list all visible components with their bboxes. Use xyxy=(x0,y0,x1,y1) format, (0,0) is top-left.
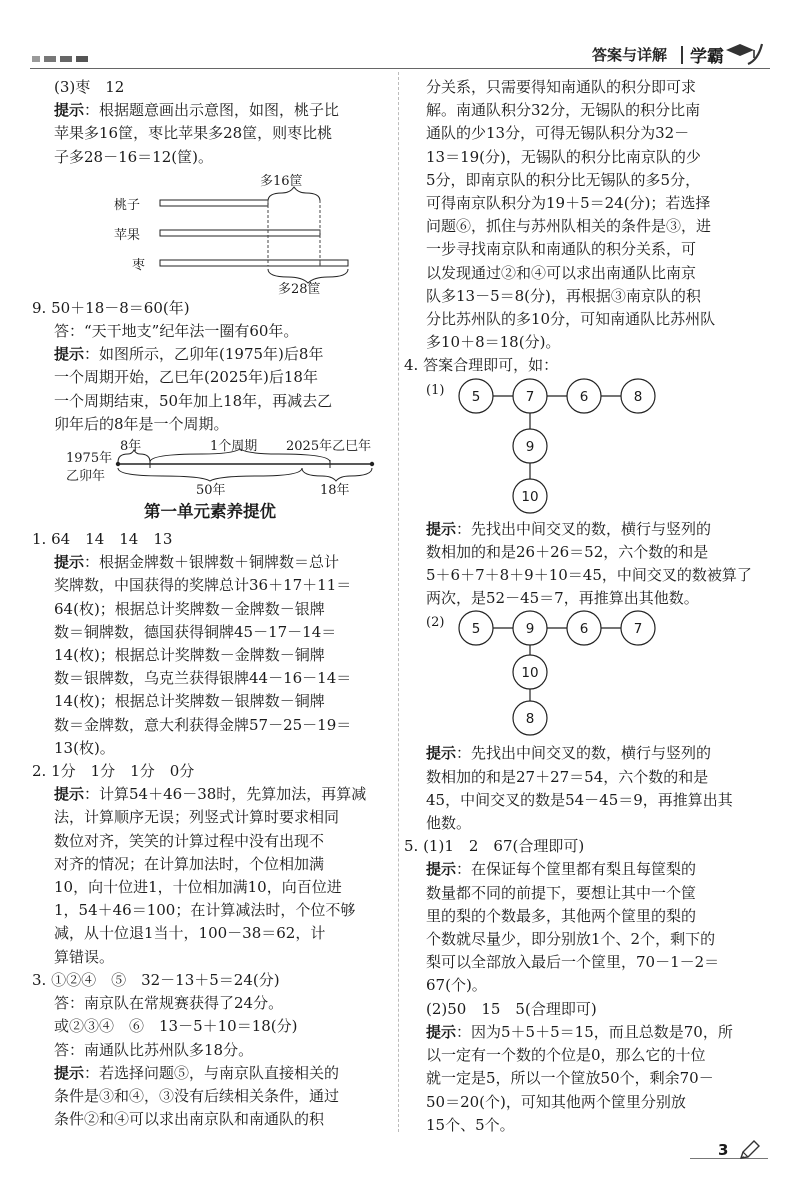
question-9: 9. 50＋18－8＝60(年) xyxy=(32,298,190,317)
section-title: 第一单元素养提优 xyxy=(144,502,276,522)
circle-number: 9 xyxy=(525,621,535,638)
hint-label: 提示 xyxy=(426,1022,457,1041)
hint-line: 就一定是5，所以一个筐放50个，剩余70－ xyxy=(426,1069,714,1088)
hint-3-continued xyxy=(404,76,774,354)
hint-9 xyxy=(32,343,388,436)
circle-number: 5 xyxy=(471,621,481,638)
hint-label: 提示 xyxy=(54,1063,85,1082)
question-5: 5. (1)1 2 67(合理即可) xyxy=(404,837,585,856)
hint-line: ：计算54＋46－38时，先算加法，再算减 xyxy=(84,785,367,804)
hint-line: 可得南京队积分为19＋5＝24(分)；若选择 xyxy=(426,194,711,213)
hint-line: 分比苏州队的多10分，可知南通队比苏州队 xyxy=(426,310,716,329)
hint-line: 一个周期结束，50年加上18年，再减去乙 xyxy=(54,391,333,410)
right-column xyxy=(404,76,774,1137)
hint-line: 卯年后的8年是一个周期。 xyxy=(54,414,229,433)
row-label-peach: 桃子 xyxy=(114,197,141,213)
left-column xyxy=(32,76,388,1131)
hint-line: 对齐的情况；在计算加法时，个位相加满 xyxy=(54,854,325,873)
part-label: (1) xyxy=(426,382,445,398)
hint-line: 以一定有一个数的个位是0，那么它的十位 xyxy=(426,1046,706,1065)
answer-3-alt: 或②③④ ⑥ 13－5＋10＝18(分) xyxy=(54,1017,298,1036)
hint-line: 数量都不同的前提下，要想让其中一个筐 xyxy=(426,883,697,902)
diagram-label-bottom: 多28筐 xyxy=(278,281,321,297)
header-brand: 学霸 xyxy=(690,47,724,67)
hint-label: 提示 xyxy=(426,744,457,763)
hint-line: 14(枚)；根据总计奖牌数－银牌数－铜牌 xyxy=(54,692,325,711)
hint-line: 多10＋8＝18(分)。 xyxy=(426,333,561,352)
hint-line: 他数。 xyxy=(426,814,472,833)
hint-line: 条件是③和④，③没有后续相关条件，通过 xyxy=(54,1086,340,1105)
brace-18 xyxy=(302,468,372,481)
hint-line: 14(枚)；根据总计奖牌数－金牌数－铜牌 xyxy=(54,646,325,665)
hint-label: 提示 xyxy=(426,860,457,879)
circle-number: 7 xyxy=(633,621,643,638)
hint-label: 提示 xyxy=(54,101,85,120)
hint-line: ：根据金牌数＋银牌数＋铜牌数＝总计 xyxy=(84,553,340,572)
hint-line: 个数就尽量少，即分别放1个、2个，剩下的 xyxy=(426,930,716,949)
hint-line: ：如图所示，乙卯年(1975年)后8年 xyxy=(84,345,324,364)
hint-line: 问题⑥，抓住与苏州队相关的条件是③，进 xyxy=(426,217,712,236)
circle-number: 8 xyxy=(633,388,643,405)
brace-50 xyxy=(118,468,302,481)
hint-line: ：根据题意画出示意图，如图，桃子比 xyxy=(84,101,340,120)
circle-number: 6 xyxy=(579,388,589,405)
label-2025: 2025年乙巳年 xyxy=(286,439,372,455)
hint-2 xyxy=(32,783,388,969)
hint-line: 15个、5个。 xyxy=(426,1115,515,1134)
circle-number: 10 xyxy=(521,488,539,505)
circle-number: 8 xyxy=(525,711,535,728)
hint-line: 10，向十位进1，十位相加满10，向百位进 xyxy=(54,878,342,897)
hint-line: ：先找出中间交叉的数，横行与竖列的 xyxy=(456,519,712,538)
hint-line: 奖牌数，中国获得的奖牌总计36＋17＋11＝ xyxy=(54,576,352,595)
label-yimao: 乙卯年 xyxy=(66,469,106,485)
column-separator xyxy=(398,72,399,1132)
hint-line: 一个周期开始，乙巳年(2025年)后18年 xyxy=(54,368,318,387)
hint-line: 数相加的和是26＋26＝52，六个数的和是 xyxy=(426,542,709,561)
hint-line: 13(枚)。 xyxy=(54,738,115,757)
hint-line: 梨可以全部放入最后一个筐里，70－1－2＝ xyxy=(426,953,720,972)
header-decoration xyxy=(76,56,88,62)
hint-line: ：在保证每个筐里都有梨且每筐梨的 xyxy=(456,860,697,879)
circle-number: 5 xyxy=(471,388,481,405)
fruit-comparison-diagram xyxy=(32,169,388,297)
hint-line: 数相加的和是27＋27＝54，六个数的和是 xyxy=(426,767,709,786)
bar-peach xyxy=(160,200,268,206)
header-decoration xyxy=(44,56,56,62)
hint-line: 数位对齐，笑笑的计算过程中没有出现不 xyxy=(54,831,325,850)
answer-3a: 答：南京队在常规赛获得了24分。 xyxy=(54,994,284,1013)
year-cycle-diagram xyxy=(32,436,388,496)
hint-line: 50＝20(个)，可知其他两个筐里分别放 xyxy=(426,1092,686,1111)
hint-label: 提示 xyxy=(54,345,85,364)
hint-line: 64(枚)；根据总计奖牌数－金牌数－银牌 xyxy=(54,599,325,618)
circle-number: 9 xyxy=(525,438,535,455)
hint-line: 45，中间交叉的数是54－45＝9，再推算出其 xyxy=(426,790,733,809)
hint-line: 条件②和④可以求出南京队和南通队的积 xyxy=(54,1110,325,1129)
hint-line: 队多13－5＝8(分)，再根据③南京队的积 xyxy=(426,286,701,305)
hint-line: 13＝19(分)，无锡队的积分比南京队的少 xyxy=(426,147,701,166)
hint-label: 提示 xyxy=(54,553,85,572)
hint-line: ：因为5＋5＋5＝15，而且总数是70，所 xyxy=(456,1022,733,1041)
hint-5-2 xyxy=(404,1021,774,1137)
part-label: (2) xyxy=(426,615,445,631)
hint-line: 数＝银牌数，乌克兰获得银牌44－16－14＝ xyxy=(54,669,352,688)
diagram-label-top: 多16筐 xyxy=(260,173,303,189)
answer-8-3: (3)枣 12 xyxy=(54,78,125,96)
header-decoration xyxy=(60,56,72,62)
hint-line: 1，54＋46＝100；在计算减法时，个位不够 xyxy=(54,901,356,920)
brand-cap-icon xyxy=(724,38,764,66)
circle-number: 6 xyxy=(579,621,589,638)
circle-number: 10 xyxy=(521,665,539,682)
question-1: 1. 64 14 14 13 xyxy=(32,530,173,549)
hint-line: 解。南通队积分32分，无锡队的积分比南 xyxy=(426,101,701,120)
hint-label: 提示 xyxy=(54,785,85,804)
bar-apple xyxy=(160,230,320,236)
timeline-dot xyxy=(116,462,120,466)
hint-line: 5＋6＋7＋8＋9＋10＝45，中间交叉的数被算了 xyxy=(426,566,752,585)
hint-line: 通队的少13分，可得无锡队积分为32－ xyxy=(426,124,690,143)
hint-line: 里的梨的个数最多，其他两个筐里的梨的 xyxy=(426,906,697,925)
hint-5-1 xyxy=(404,858,774,997)
hint-4-1 xyxy=(404,518,774,611)
answer-5-2: (2)50 15 5(合理即可) xyxy=(426,999,597,1018)
page-number: 3 xyxy=(718,1141,729,1159)
number-cross-1 xyxy=(404,378,774,514)
answer-3b: 答：南通队比苏州队多18分。 xyxy=(54,1040,254,1059)
header-rule xyxy=(30,68,770,69)
hint-4-2 xyxy=(404,742,774,835)
header-decoration xyxy=(32,56,40,62)
hint-line: 以发现通过②和④可以求出南通队比南京 xyxy=(426,263,697,282)
label-8-years: 8年 xyxy=(120,439,142,455)
row-label-apple: 苹果 xyxy=(114,227,141,243)
hint-3 xyxy=(32,1062,388,1132)
hint-line: ：先找出中间交叉的数，横行与竖列的 xyxy=(456,744,712,763)
hint-line: 分关系，只需要得知南通队的积分即可求 xyxy=(426,78,697,96)
number-cross-2 xyxy=(404,610,774,738)
bar-date xyxy=(160,260,320,266)
label-cycle: 1个周期 xyxy=(210,439,258,455)
hint-line: 算错误。 xyxy=(54,947,115,966)
hint-line: 5分，即南京队的积分比无锡队的多5分， xyxy=(426,170,701,189)
pencil-icon xyxy=(738,1139,762,1161)
hint-line: 两次，是52－45＝7，再推算出其他数。 xyxy=(426,589,699,608)
circle-number: 7 xyxy=(525,388,535,405)
label-18-years: 18年 xyxy=(320,483,350,497)
hint-line: 数＝金牌数，意大利获得金牌57－25－19＝ xyxy=(54,715,352,734)
hint-line: 一步寻找南京队和南通队的积分关系，可 xyxy=(426,240,697,259)
hint-line: ：若选择问题⑤，与南京队直接相关的 xyxy=(84,1063,340,1082)
hint-line: 苹果多16筐，枣比苹果多28筐，则枣比桃 xyxy=(54,124,333,143)
header-separator xyxy=(681,46,683,64)
hint-line: 67(个)。 xyxy=(426,976,487,995)
timeline-dot xyxy=(370,462,374,466)
top-brace xyxy=(268,187,320,201)
header-title: 答案与详解 xyxy=(592,46,668,64)
question-4: 4. 答案合理即可，如： xyxy=(404,356,559,375)
hint-line: 子多28－16＝12(筐)。 xyxy=(54,147,213,166)
answer-9: 答：“天干地支”纪年法一圈有60年。 xyxy=(54,322,299,341)
label-50-years: 50年 xyxy=(196,483,226,497)
question-2: 2. 1分 1分 1分 0分 xyxy=(32,762,195,781)
hint-line: 法，计算顺序无误；列竖式计算时要求相同 xyxy=(54,808,340,827)
hint-line: 数＝铜牌数，德国获得铜牌45－17－14＝ xyxy=(54,622,337,641)
bottom-brace xyxy=(268,269,348,283)
hint-8-3 xyxy=(32,99,388,169)
label-1975: 1975年 xyxy=(66,451,113,467)
row-label-date: 枣 xyxy=(132,257,146,273)
hint-label: 提示 xyxy=(426,519,457,538)
hint-1 xyxy=(32,551,388,760)
question-3: 3. ①②④ ⑤ 32－13＋5＝24(分) xyxy=(32,970,280,989)
bar-date-extra xyxy=(320,260,348,266)
hint-line: 减，从十位退1当十，100－38＝62，计 xyxy=(54,924,326,943)
